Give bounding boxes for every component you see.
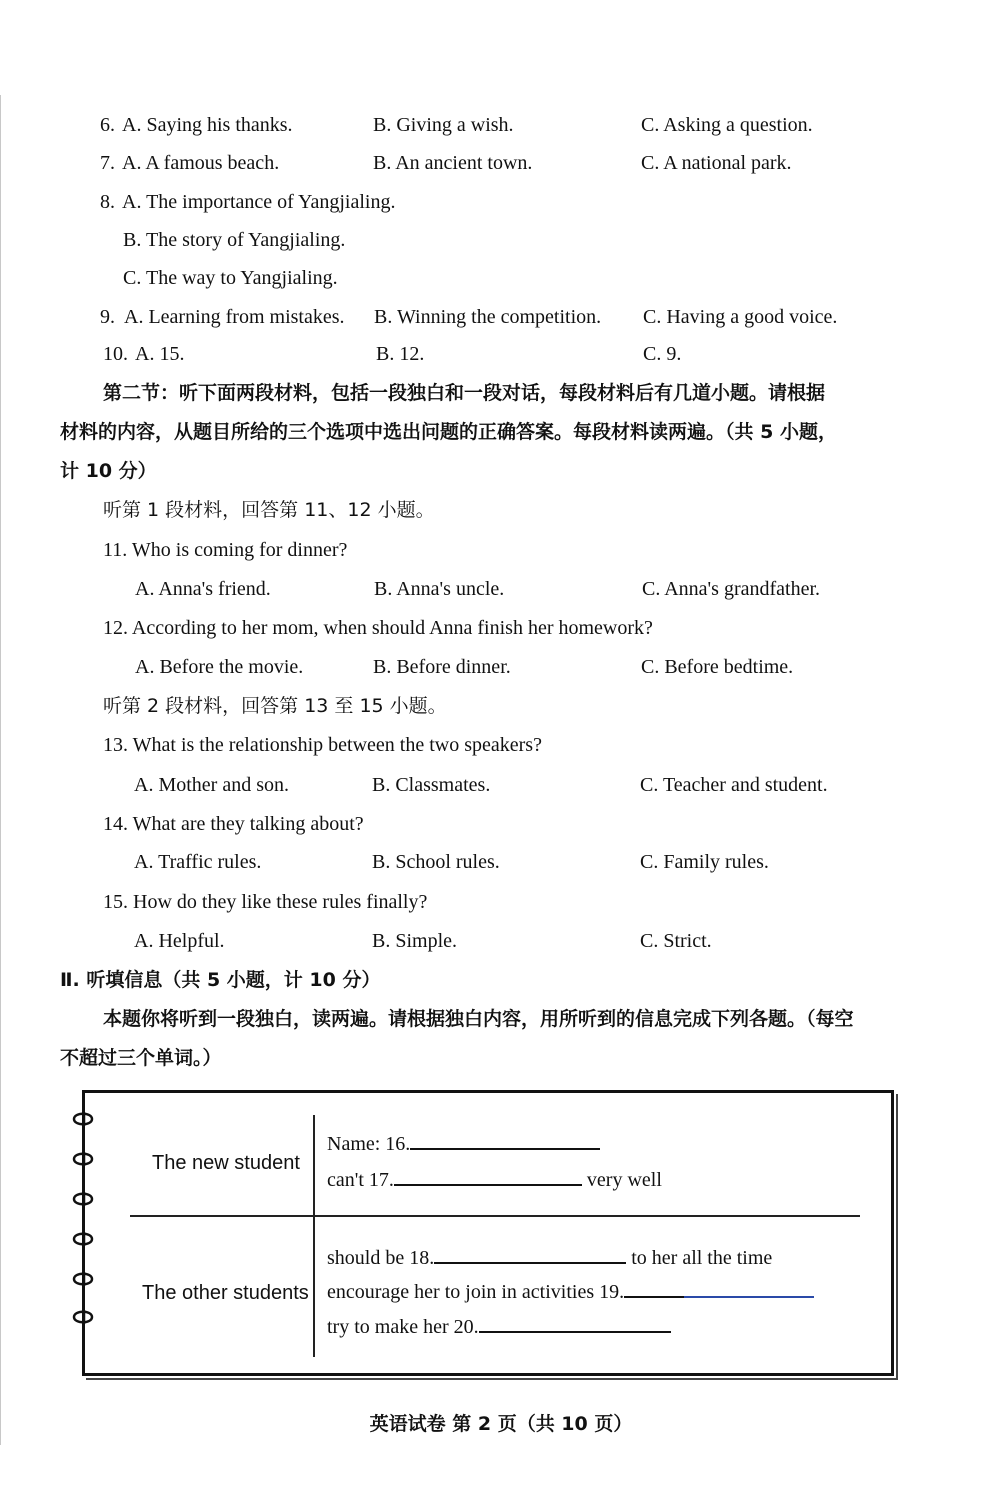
section2-instruction-line3: 计 10 分） — [60, 460, 157, 482]
section2-instruction-line2: 材料的内容，从题目所给的三个选项中选出问题的正确答案。每段材料读两遍。（共 5 小题， — [60, 421, 837, 443]
answer-blank-16[interactable] — [410, 1128, 600, 1150]
table-vertical-divider — [313, 1115, 315, 1357]
spiral-ring-icon — [70, 1270, 98, 1288]
answer-blank-19-part1[interactable] — [624, 1276, 684, 1298]
q12-option-b[interactable]: B. Before dinner. — [373, 656, 511, 678]
q7-option-a[interactable]: A. A famous beach. — [122, 152, 280, 174]
q9-number: 9. — [100, 306, 115, 328]
q12-option-c[interactable]: C. Before bedtime. — [641, 656, 794, 678]
q6-option-a[interactable]: A. Saying his thanks. — [122, 114, 293, 136]
q13-stem: 13. What is the relationship between the two speakers? — [103, 734, 542, 756]
q11-option-c[interactable]: C. Anna's grandfather. — [642, 578, 821, 600]
answer-blank-19-part2[interactable] — [684, 1276, 814, 1298]
blank-17-suffix: very well — [586, 1169, 662, 1191]
q10-number: 10. — [103, 343, 128, 365]
part2-instruction-line2: 不超过三个单词。） — [60, 1047, 222, 1069]
q6-number: 6. — [100, 114, 115, 136]
q10-option-a[interactable]: A. 15. — [135, 343, 185, 365]
blank-16-prefix: Name: 16. — [327, 1133, 411, 1155]
q15-option-c[interactable]: C. Strict. — [640, 930, 712, 952]
spiral-ring-icon — [70, 1230, 98, 1248]
page-binding-edge — [0, 95, 1, 1445]
row-label-other-students: The other students — [142, 1282, 309, 1304]
answer-blank-17[interactable] — [394, 1164, 582, 1186]
q13-option-a[interactable]: A. Mother and son. — [134, 774, 289, 796]
section2-instruction-line1: 第二节：听下面两段材料，包括一段独白和一段对话，每段材料后有几道小题。请根据 — [103, 382, 826, 404]
part2-title: 听第 2 段材料，回答第 13 至 15 小题。 — [103, 695, 447, 717]
q14-option-a[interactable]: A. Traffic rules. — [134, 851, 262, 873]
blank-19-row — [327, 1276, 814, 1305]
q8-option-c[interactable]: C. The way to Yangjialing. — [123, 267, 338, 289]
page-footer: 英语试卷 第 2 页（共 10 页） — [369, 1413, 633, 1435]
q14-option-b[interactable]: B. School rules. — [372, 851, 500, 873]
blank-19-prefix: encourage her to join in activities 19. — [327, 1281, 625, 1303]
q13-option-b[interactable]: B. Classmates. — [372, 774, 491, 796]
q10-option-b[interactable]: B. 12. — [376, 343, 425, 365]
q9-option-b[interactable]: B. Winning the competition. — [374, 306, 602, 328]
blank-17-prefix: can't 17. — [327, 1169, 394, 1191]
blank-18-row — [327, 1242, 772, 1271]
q15-stem: 15. How do they like these rules finally? — [103, 891, 428, 913]
q12-option-a[interactable]: A. Before the movie. — [135, 656, 304, 678]
q6-option-c[interactable]: C. Asking a question. — [641, 114, 813, 136]
blank-20-row — [327, 1311, 671, 1340]
blank-18-suffix: to her all the time — [631, 1247, 773, 1269]
q12-stem: 12. According to her mom, when should Anna finish her homework? — [103, 617, 653, 639]
q8-option-b[interactable]: B. The story of Yangjialing. — [123, 229, 346, 251]
q14-option-c[interactable]: C. Family rules. — [640, 851, 769, 873]
q11-stem: 11. Who is coming for dinner? — [103, 539, 348, 561]
spiral-ring-icon — [70, 1308, 98, 1326]
spiral-ring-icon — [70, 1110, 98, 1128]
q14-stem: 14. What are they talking about? — [103, 813, 364, 835]
q6-option-b[interactable]: B. Giving a wish. — [373, 114, 514, 136]
blank-17-row — [327, 1164, 662, 1193]
q15-option-a[interactable]: A. Helpful. — [134, 930, 225, 952]
spiral-ring-icon — [70, 1190, 98, 1208]
q11-option-a[interactable]: A. Anna's friend. — [135, 578, 271, 600]
q7-option-c[interactable]: C. A national park. — [641, 152, 792, 174]
blank-20-prefix: try to make her 20. — [327, 1316, 479, 1338]
part2-heading: Ⅱ. 听填信息（共 5 小题，计 10 分） — [60, 969, 381, 991]
q13-option-c[interactable]: C. Teacher and student. — [640, 774, 828, 796]
answer-blank-18[interactable] — [434, 1242, 626, 1264]
part1-title: 听第 1 段材料，回答第 11、12 小题。 — [103, 499, 435, 521]
q8-option-a[interactable]: A. The importance of Yangjialing. — [122, 191, 396, 213]
q9-option-c[interactable]: C. Having a good voice. — [643, 306, 838, 328]
blank-18-prefix: should be 18. — [327, 1247, 435, 1269]
spiral-ring-icon — [70, 1150, 98, 1168]
q10-option-c[interactable]: C. 9. — [643, 343, 682, 365]
q15-option-b[interactable]: B. Simple. — [372, 930, 458, 952]
q7-number: 7. — [100, 152, 115, 174]
q11-option-b[interactable]: B. Anna's uncle. — [374, 578, 505, 600]
part2-instruction-line1: 本题你将听到一段独白，读两遍。请根据独白内容，用所听到的信息完成下列各题。（每空 — [103, 1008, 854, 1030]
q7-option-b[interactable]: B. An ancient town. — [373, 152, 533, 174]
table-horizontal-divider — [130, 1215, 860, 1217]
q8-number: 8. — [100, 191, 115, 213]
row-label-new-student: The new student — [152, 1152, 300, 1174]
answer-blank-20[interactable] — [479, 1311, 671, 1333]
q9-option-a[interactable]: A. Learning from mistakes. — [124, 306, 345, 328]
blank-16-row — [327, 1128, 600, 1157]
